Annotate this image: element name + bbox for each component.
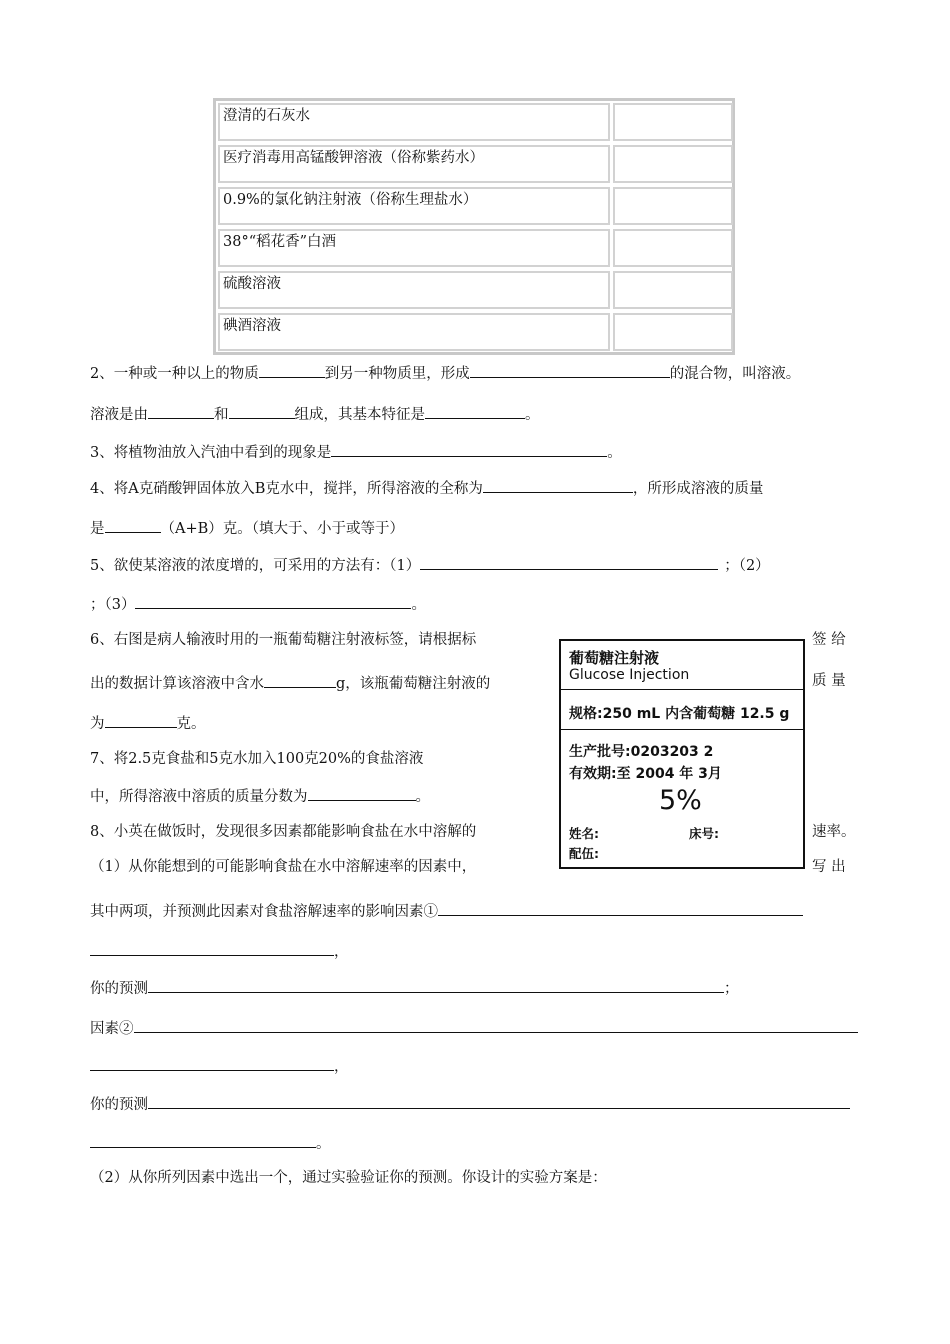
table-cell-answer[interactable] [613,145,733,183]
answer-blank[interactable] [259,361,325,378]
table-row [218,145,730,183]
glucose-injection-label [559,639,805,869]
q2-text: 的混合物，叫溶液。 [669,366,801,382]
question-8-part-1: （1）从你能想到的可能影响食盐在水中溶解速率的因素中， [90,859,477,875]
answer-blank[interactable] [148,1092,850,1109]
table-cell-answer[interactable] [613,313,733,351]
table-cell-name: 硫酸溶液 [218,271,610,309]
q3-text: 3、将植物油放入汽油中看到的现象是 [90,445,332,461]
q6-text: 6、右图是病人输液时用的一瓶葡萄糖注射液标签，请根据标 [90,632,477,648]
table-cell-name: 0.9%的氯化钠注射液（俗称生理盐水） [218,187,610,225]
question-6-line-2 [90,671,490,694]
table-row [218,313,730,351]
label-title-cn: 葡萄糖注射液 [569,649,660,667]
q3-text: 。 [607,445,622,461]
table-row [218,229,730,267]
q5-text: ；（3） [90,597,136,613]
q6-text: g，该瓶葡萄糖注射液的 [336,676,491,692]
answer-blank[interactable] [308,784,416,801]
label-patient-name: 姓名: [569,826,599,841]
q2-text: 组成，其基本特征是 [294,407,425,423]
question-5-line-2 [90,592,426,615]
question-4-line-2 [90,516,404,539]
question-7-line-2 [90,784,430,807]
table-cell-name: 38°“稻花香”白酒 [218,229,610,267]
question-6-line-1-end: 签 给 [812,632,846,648]
q7-text: 。 [415,789,430,805]
table-cell-answer[interactable] [613,271,733,309]
question-8-factor-1 [90,899,803,922]
question-8-prediction-2 [90,1092,850,1115]
answer-blank[interactable] [264,671,336,688]
answer-blank[interactable] [438,899,803,916]
answer-blank[interactable] [331,440,607,457]
table-cell-name: 澄清的石灰水 [218,103,610,141]
table-cell-answer[interactable] [613,187,733,225]
q2-text: 和 [214,407,229,423]
answer-blank[interactable] [470,361,670,378]
answer-blank[interactable] [105,711,177,728]
question-3 [90,440,622,463]
q8-text: ； [724,981,739,997]
q8-text: ， [334,944,349,960]
solution-table [213,98,735,355]
q2-text: 。 [525,407,540,423]
question-8-factor-2 [90,1016,858,1039]
question-7-line-1: 7、将2.5克食盐和5克水加入100克20%的食盐溶液 [90,751,424,767]
q4-text: 是 [90,521,105,537]
question-8-factor-1-cont [90,939,349,962]
question-8-line-1: 8、小英在做饭时，发现很多因素都能影响食盐在水中溶解的 [90,824,477,840]
question-2-line-2 [90,402,540,425]
q7-text: 中，所得溶液中溶质的质量分数为 [90,789,308,805]
table-cell-answer[interactable] [613,103,733,141]
q6-text: 克。 [176,716,206,732]
q6-text: 出的数据计算该溶液中含水 [90,676,264,692]
answer-blank[interactable] [134,1016,858,1033]
question-8-line-1-end: 速率。 [812,824,856,840]
q2-text: 2、一种或一种以上的物质 [90,366,259,382]
table-row [218,187,730,225]
q8-text: 你的预测 [90,1097,148,1113]
label-dosage: 配伍: [569,846,599,861]
q5-text: 。 [411,597,426,613]
q4-text: 4、将A克硝酸钾固体放入B克水中，搅拌，所得溶液的全称为 [90,481,483,497]
question-8-prediction-2-cont [90,1131,331,1154]
question-8-part-1-end: 写 出 [812,859,846,875]
q8-text: ， [334,1059,349,1075]
question-2-line-1 [90,361,800,384]
table-cell-answer[interactable] [613,229,733,267]
label-bed-number: 床号: [689,826,719,841]
answer-blank[interactable] [148,402,214,419]
q5-text: ；（2） [724,558,770,574]
q8-text: 。 [316,1136,331,1152]
label-batch: 生产批号:0203203 2 [569,744,714,760]
answer-blank[interactable] [105,516,161,533]
q2-text: 到另一种物质里，形成 [324,366,470,382]
answer-blank[interactable] [90,1131,316,1148]
table-cell-name: 碘酒溶液 [218,313,610,351]
q4-text: （A+B）克。（填大于、小于或等于） [160,521,405,537]
question-8-part-2: （2）从你所列因素中选出一个，通过实验验证你的预测。你设计的实验方案是： [90,1170,607,1186]
q8-text: 你的预测 [90,981,148,997]
answer-blank[interactable] [229,402,295,419]
label-expiry: 有效期:至 2004 年 3月 [569,766,722,782]
question-8-prediction-1 [90,976,739,999]
label-title-en: Glucose Injection [569,667,690,683]
question-5-line-1 [90,553,770,576]
question-6-line-3 [90,711,206,734]
answer-blank[interactable] [90,939,334,956]
q6-text: 为 [90,716,105,732]
q8-text: 因素② [90,1021,134,1037]
answer-blank[interactable] [90,1054,334,1071]
q4-text: ，所形成溶液的质量 [632,481,764,497]
question-6-line-2-end: 质 量 [812,673,846,689]
question-6-line-1 [90,630,476,650]
q2-text: 溶液是由 [90,407,148,423]
label-spec: 规格:250 mL 内含葡萄糖 12.5 g [569,706,790,722]
table-row [218,271,730,309]
answer-blank[interactable] [425,402,525,419]
answer-blank[interactable] [420,553,718,570]
label-concentration: 5% [659,785,702,816]
answer-blank[interactable] [135,592,411,609]
question-4-line-1 [90,476,763,499]
label-divider [561,729,803,730]
question-8-factor-2-cont [90,1054,349,1077]
q8-text: 其中两项，并预测此因素对食盐溶解速率的影响因素① [90,904,438,920]
table-row [218,103,730,141]
q5-text: 5、欲使某溶液的浓度增的，可采用的方法有：（1） [90,558,421,574]
answer-blank[interactable] [148,976,724,993]
label-divider [561,689,803,690]
answer-blank[interactable] [483,476,633,493]
table-cell-name: 医疗消毒用高锰酸钾溶液（俗称紫药水） [218,145,610,183]
